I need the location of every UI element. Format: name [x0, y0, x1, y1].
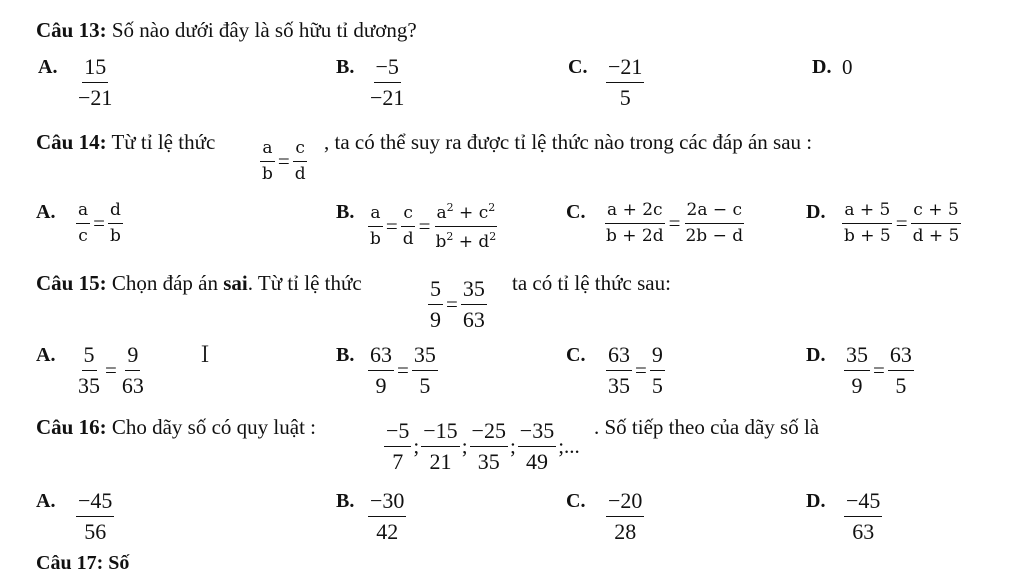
- q15-c-letter: C.: [566, 344, 586, 366]
- q14-d-letter: D.: [806, 201, 826, 223]
- fraction: $\frac{a + 2c}{b + 2d}$: [606, 200, 664, 246]
- q15-d-letter: D.: [806, 344, 826, 366]
- q13-text: Số nào dưới đây là số hữu tỉ dương?: [111, 18, 417, 42]
- q14-label: Câu 14:: [36, 130, 107, 154]
- fraction: $\frac{-20}{28}$: [608, 488, 643, 544]
- q15-option-b[interactable]: [368, 344, 438, 397]
- equals-sign: =: [105, 358, 117, 382]
- text-cursor-icon: Ｉ: [194, 343, 217, 368]
- sequence-tail: ;...: [558, 434, 580, 458]
- q13-d-letter: D.: [812, 56, 832, 78]
- q16-d-letter: D.: [806, 490, 826, 512]
- fraction: $\frac{a}{b}$: [262, 138, 273, 184]
- equals-sign: =: [668, 211, 681, 235]
- q16-sequence: [384, 420, 582, 473]
- equals-sign: =: [873, 358, 885, 382]
- q13-option-a[interactable]: [76, 56, 114, 109]
- fraction: $\frac{63}{9}$: [370, 342, 392, 398]
- sequence-term: $\frac{-35}{49}$: [519, 418, 555, 474]
- fraction: $\frac{a^2 + c^2}{b^2 + d^2}$: [435, 201, 497, 252]
- q16-option-d[interactable]: [844, 490, 882, 543]
- equals-sign: =: [93, 211, 105, 235]
- q16-c-letter: C.: [566, 490, 586, 512]
- equals-sign: =: [397, 358, 409, 382]
- fraction: $\frac{63}{5}$: [889, 342, 912, 398]
- fraction: $\frac{a}{b}$: [370, 203, 381, 249]
- q16-option-a[interactable]: [76, 490, 114, 543]
- q16-text-before: Cho dãy số có quy luật :: [111, 415, 316, 439]
- fraction: $\frac{9}{5}$: [651, 342, 663, 398]
- q15-line: [36, 271, 362, 295]
- fraction: $\frac{c + 5}{d + 5}$: [912, 200, 960, 246]
- fraction: $\frac{2a - c}{2b - d}$: [685, 200, 744, 246]
- q14-b-letter: B.: [336, 201, 355, 223]
- fraction: $\frac{c}{d}$: [294, 138, 306, 184]
- fraction: $\frac{15}{-21}$: [78, 54, 113, 110]
- equals-sign: =: [446, 292, 458, 316]
- q14-c-letter: C.: [566, 201, 586, 223]
- semicolon: ;: [413, 434, 420, 458]
- q14-given-proportion: [260, 140, 308, 183]
- q13-option-c[interactable]: [606, 56, 644, 109]
- sequence-term: $\frac{-15}{21}$: [423, 418, 458, 474]
- q16-b-letter: B.: [336, 490, 355, 512]
- q16-option-c[interactable]: [606, 490, 644, 543]
- fraction: $\frac{35}{5}$: [413, 342, 436, 398]
- equals-sign: =: [418, 214, 431, 238]
- q14-option-d[interactable]: [842, 202, 961, 245]
- equals-sign: =: [385, 214, 398, 238]
- q14-option-b[interactable]: [368, 202, 498, 251]
- q16-line: [36, 415, 316, 439]
- sequence-term: $\frac{-5}{7}$: [386, 418, 410, 474]
- q13-line: [36, 18, 417, 42]
- q15-a-letter: A.: [36, 344, 56, 366]
- fraction: $\frac{5}{9}$: [430, 276, 441, 332]
- q15-option-c[interactable]: [606, 344, 665, 397]
- fraction: $\frac{a + 5}{b + 5}$: [844, 200, 891, 246]
- q14-text-before: Từ tỉ lệ thức: [111, 130, 216, 154]
- q15-option-d[interactable]: [844, 344, 914, 397]
- fraction: $\frac{35}{63}$: [462, 276, 485, 332]
- q14-a-letter: A.: [36, 201, 56, 223]
- equals-sign: =: [277, 149, 290, 173]
- fraction: $\frac{a}{c}$: [78, 200, 89, 246]
- q13-label: Câu 13:: [36, 18, 107, 42]
- q13-option-d[interactable]: 0: [842, 55, 853, 79]
- q15-label: Câu 15:: [36, 271, 107, 295]
- q17-partial-line: Câu 17: Số: [36, 552, 130, 574]
- q13-a-letter: A.: [38, 56, 58, 78]
- equals-sign: =: [895, 211, 908, 235]
- fraction: $\frac{d}{b}$: [109, 200, 121, 246]
- fraction: $\frac{-30}{42}$: [370, 488, 405, 544]
- equals-sign: =: [635, 358, 647, 382]
- semicolon: ;: [509, 434, 516, 458]
- fraction: $\frac{-21}{5}$: [608, 54, 643, 110]
- q15-bold-word: sai: [223, 271, 248, 295]
- q15-option-a[interactable]: [76, 344, 146, 397]
- sequence-term: $\frac{-25}{35}$: [471, 418, 506, 474]
- q16-option-b[interactable]: [368, 490, 406, 543]
- fraction: $\frac{-45}{63}$: [846, 488, 881, 544]
- q16-text-after: . Số tiếp theo của dãy số là: [594, 415, 820, 439]
- q14-text-after: , ta có thể suy ra được tỉ lệ thức nào trong các đáp án sau :: [324, 130, 813, 154]
- q15-text-after: ta có tỉ lệ thức sau:: [512, 271, 671, 295]
- q14-line: [36, 130, 215, 154]
- q14-option-a[interactable]: [76, 202, 123, 245]
- fraction: $\frac{35}{9}$: [846, 342, 868, 398]
- q13-option-b[interactable]: [368, 56, 406, 109]
- q14-option-c[interactable]: [604, 202, 745, 245]
- fraction: $\frac{5}{35}$: [78, 342, 100, 398]
- fraction: $\frac{-5}{-21}$: [370, 54, 405, 110]
- q16-a-letter: A.: [36, 490, 56, 512]
- q16-label: Câu 16:: [36, 415, 107, 439]
- q15-text-before: Chọn đáp án: [111, 271, 218, 295]
- fraction: $\frac{c}{d}$: [402, 203, 414, 249]
- fraction: $\frac{9}{63}$: [121, 342, 144, 398]
- q13-c-letter: C.: [568, 56, 588, 78]
- q15-given-proportion: [428, 278, 487, 331]
- semicolon: ;: [461, 434, 468, 458]
- fraction: $\frac{63}{35}$: [608, 342, 630, 398]
- q15-text-mid: . Từ tỉ lệ thức: [247, 271, 362, 295]
- q13-b-letter: B.: [336, 56, 355, 78]
- fraction: $\frac{-45}{56}$: [78, 488, 113, 544]
- q15-b-letter: B.: [336, 344, 355, 366]
